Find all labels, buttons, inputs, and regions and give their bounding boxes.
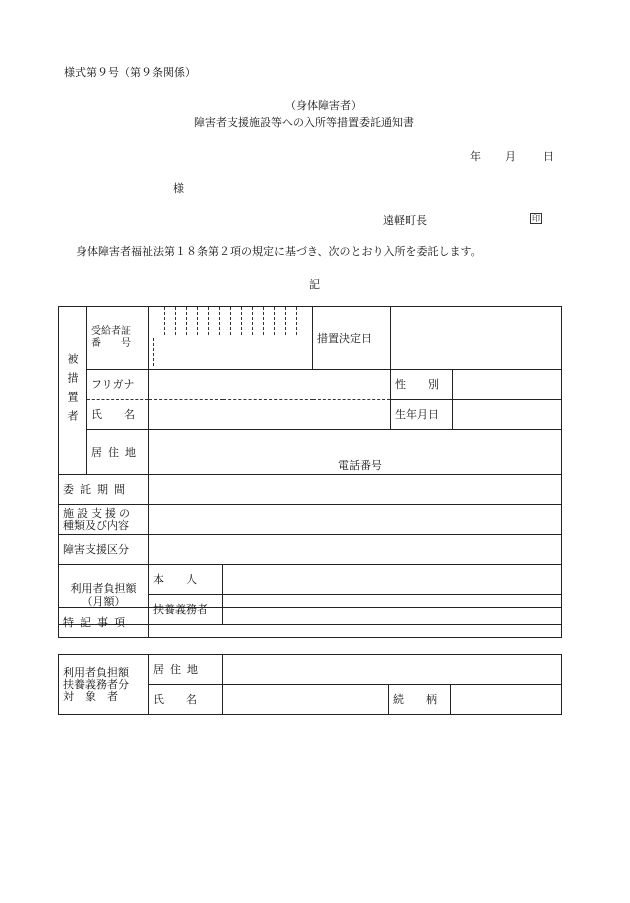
issuer-name: 遠軽町長 [383,214,427,227]
furigana-label: フリガナ [87,370,149,400]
period-field[interactable] [149,475,562,505]
relation-label: 続 柄 [389,685,451,715]
date-year: 年 [470,150,481,163]
subject-label: 被措置者 [59,307,87,475]
document-subtitle: （身体障害者） [285,99,362,112]
addressee-suffix: 様 [173,182,184,195]
address-field[interactable] [149,430,562,475]
target-name-label: 氏 名 [149,685,223,715]
form-number: 様式第９号（第９条関係） [64,66,196,79]
date-month: 月 [505,150,516,163]
self-label: 本 人 [149,565,223,595]
gender-label: 性 別 [391,370,453,400]
furigana-field[interactable] [149,370,391,400]
recipient-no-field[interactable] [149,307,313,370]
body-text: 身体障害者福祉法第１８条第２項の規定に基づき、次のとおり入所を委託します。 [76,245,482,258]
notes-field[interactable] [149,608,562,638]
date-day: 日 [543,150,554,163]
guardian-target-table [58,654,562,715]
main-form-table [58,306,562,625]
seal-mark: 印 [532,214,540,223]
address-label: 居住地 [87,430,149,475]
target-address-field[interactable] [223,655,562,685]
gender-field[interactable] [453,370,562,400]
name-field[interactable] [149,400,391,430]
category-field[interactable] [149,535,562,565]
period-label: 委託期間 [59,475,149,505]
birth-field[interactable] [453,400,562,430]
facility-label: 施設支援の 種類及び内容 [59,505,149,535]
document-title: 障害者支援施設等への入所等措置委託通知書 [194,116,414,129]
target-label: 利用者負担額 扶養義務者分 対 象 者 [59,655,149,715]
relation-field[interactable] [451,685,562,715]
ki-label: 記 [309,278,320,291]
decision-date-label: 措置決定日 [313,307,391,370]
target-address-label: 居住地 [149,655,223,685]
birth-label: 生年月日 [391,400,453,430]
target-name-field[interactable] [223,685,389,715]
burden-label: 利用者負担額 （月額） [59,565,149,625]
name-label: 氏 名 [87,400,149,430]
guardian-label: 扶養義務者 [149,595,223,625]
category-label: 障害支援区分 [59,535,149,565]
facility-field[interactable] [149,505,562,535]
notes-table [58,607,562,638]
notes-label: 特記事項 [59,608,149,638]
self-field[interactable] [223,565,562,595]
recipient-no-label: 受給者証 番 号 [87,307,149,370]
decision-date-field[interactable] [391,307,562,370]
phone-label: 電話番号 [338,459,382,472]
